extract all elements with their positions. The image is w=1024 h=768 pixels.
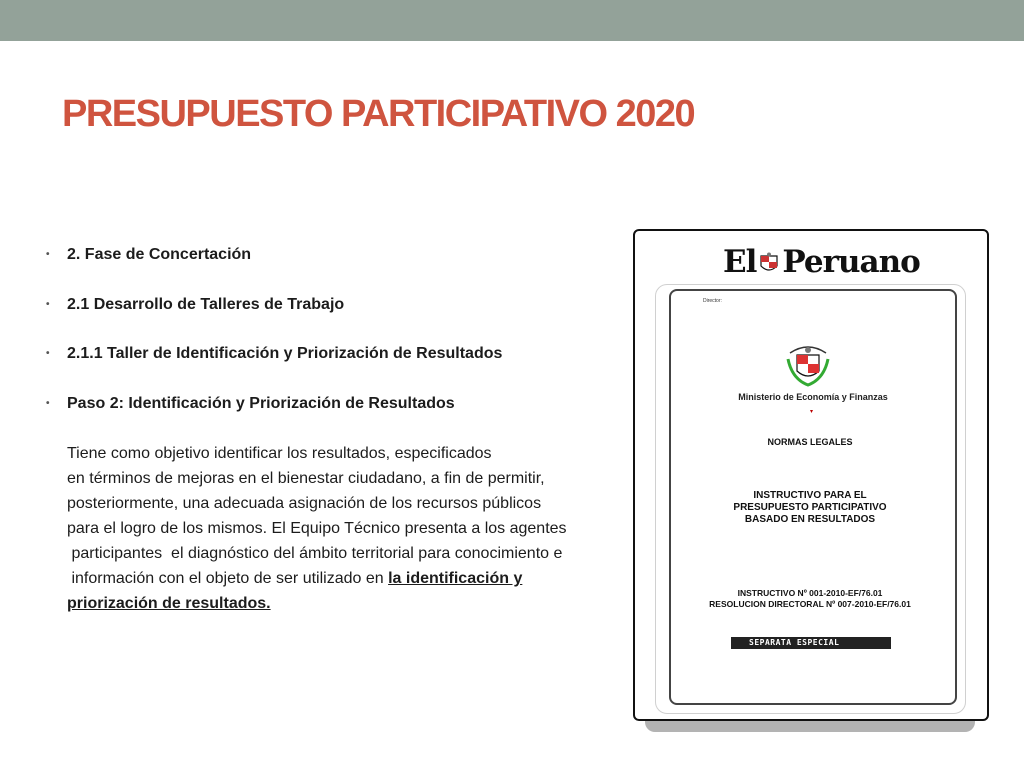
instructivo-line: BASADO EN RESULTADOS (744, 514, 876, 525)
bullet-dot-icon: • (46, 397, 50, 409)
instructivo-title (700, 490, 920, 526)
small-mark: ▾ (810, 409, 814, 415)
resolution-line: RESOLUCION DIRECTORAL Nº 007-2010-EF/76.01 (709, 599, 911, 609)
bullet-item (46, 344, 616, 394)
slide-title: PRESUPUESTO PARTICIPATIVO 2020 (62, 93, 695, 135)
paragraph-line: posteriormente, una adecuada asignación de los recursos públicos (67, 495, 542, 512)
paragraph-line: participantes el diagnóstico del ámbito territorial para conocimiento e (67, 545, 563, 562)
bullet-text: 2.1.1 Taller de Identificación y Priorización de Resultados (67, 345, 503, 362)
instructivo-line: INSTRUCTIVO PARA EL (753, 490, 867, 501)
bullet-text: 2. Fase de Concertación (67, 246, 252, 263)
bullet-item (46, 295, 616, 345)
top-accent-bar (0, 0, 1024, 41)
separata-banner: SEPARATA ESPECIAL (731, 637, 891, 649)
underlined-text: la identificación y (388, 570, 523, 587)
bullet-text: Paso 2: Identificación y Priorización de Resultados (67, 394, 455, 412)
bullet-dot-icon: • (46, 298, 50, 310)
instructivo-line: PRESUPUESTO PARTICIPATIVO (733, 502, 887, 513)
bullet-dot-icon: • (46, 249, 50, 260)
paragraph-line-final (67, 566, 627, 591)
national-seal-icon (784, 339, 832, 389)
resolution-line: INSTRUCTIVO Nº 001-2010-EF/76.01 (737, 588, 883, 598)
masthead-left: El (723, 244, 757, 280)
paragraph-line: para el logro de los mismos. El Equipo Técnico presenta a los agentes (67, 520, 567, 537)
resolution-block (696, 588, 924, 610)
director-label: Director: (703, 298, 722, 304)
coat-of-arms-icon (758, 252, 780, 276)
newspaper-masthead (723, 244, 920, 280)
paragraph-line: información con el objeto de ser utilizado en (67, 570, 389, 587)
bullet-list (46, 245, 616, 443)
paragraph-line: Tiene como objetivo identificar los resultados, especificados (67, 445, 492, 462)
paragraph-line: en términos de mejoras en el bienestar ciudadano, a fin de permitir, (67, 470, 545, 487)
bullet-dot-icon: • (46, 348, 50, 359)
ministry-label: Ministerio de Economía y Finanzas (738, 392, 888, 402)
bullet-item (46, 245, 616, 295)
underlined-text: priorización de resultados. (67, 595, 271, 612)
bullet-text: 2.1 Desarrollo de Talleres de Trabajo (67, 295, 345, 313)
masthead-right: Peruano (782, 244, 920, 280)
description-paragraph (67, 441, 627, 616)
section-label: NORMAS LEGALES (767, 437, 853, 447)
bullet-item (46, 394, 616, 444)
